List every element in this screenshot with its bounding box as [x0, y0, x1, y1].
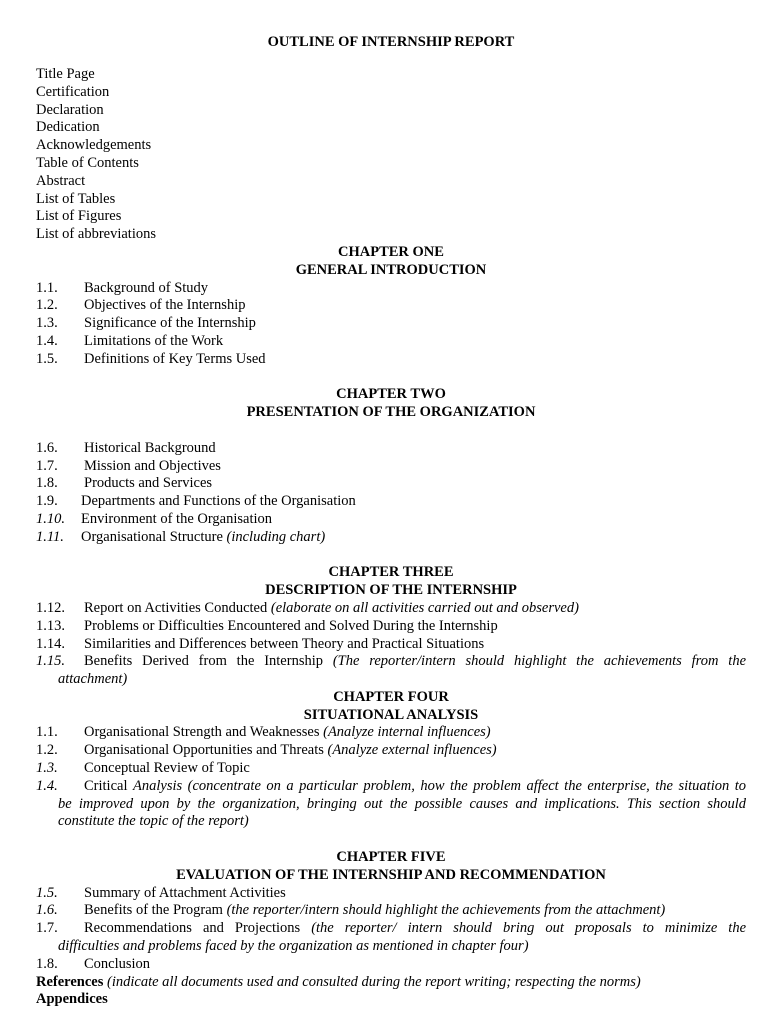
item-note: (including chart): [226, 528, 326, 545]
list-item: Title Page: [36, 66, 95, 82]
item-number: 1.10.: [36, 510, 65, 527]
item-number: 1.11.: [36, 528, 64, 545]
list-item: List of Figures: [36, 208, 122, 225]
item-number: 1.12.: [36, 599, 65, 616]
chapter-two-heading: CHAPTER TWO: [336, 386, 446, 403]
item-text: Organisational Strength and Weaknesses: [84, 724, 320, 741]
appendices-label: Appendices: [36, 991, 108, 1008]
item-note-continuation: difficulties and problems faced by the organization as mentioned in chapter four): [58, 938, 529, 955]
list-item: [36, 297, 746, 315]
item-text: Critical: [84, 777, 128, 794]
item-text: Objectives of the Internship: [84, 297, 246, 314]
list-item: List of abbreviations: [36, 226, 157, 243]
chapter-five-heading: CHAPTER FIVE: [336, 849, 446, 866]
item-text: Conceptual Review of Topic: [84, 760, 250, 777]
item-number: 1.5.: [36, 350, 58, 367]
item-note: (Analyze internal influences): [323, 724, 491, 741]
list-item: Certification: [36, 83, 110, 100]
item-number: 1.6.: [36, 902, 58, 919]
item-number: 1.5.: [36, 884, 58, 901]
item-text: Similarities and Differences between Theory and Practical Situations: [84, 635, 485, 652]
item-text: Definitions of Key Terms Used: [84, 350, 266, 367]
item-text: Benefits Derived from the Internship: [84, 653, 323, 670]
item-text: Organisational Structure: [81, 528, 223, 545]
list-item: List of Tables: [36, 190, 116, 207]
chapter-four-heading: CHAPTER FOUR: [333, 688, 449, 705]
item-note: Analysis (concentrate on a particular problem, how the problem affect the enterprise, the situation to: [133, 777, 747, 794]
list-item: [36, 280, 746, 298]
list-item: Abstract: [36, 172, 86, 189]
list-item: [36, 458, 746, 476]
list-item: [36, 885, 746, 903]
list-item: [36, 956, 746, 974]
list-item: [36, 333, 746, 351]
list-item: [36, 742, 746, 760]
item-number: 1.7.: [36, 457, 58, 474]
list-item: Acknowledgements: [36, 137, 152, 154]
list-item: Table of Contents: [36, 154, 139, 171]
list-item: [36, 778, 746, 796]
list-item: [36, 440, 746, 458]
item-number: 1.4.: [36, 777, 58, 794]
item-number: 1.7.: [36, 920, 58, 937]
list-item: Declaration: [36, 101, 104, 118]
item-text: Conclusion: [84, 955, 151, 972]
item-text: Report on Activities Conducted: [84, 599, 268, 616]
item-number: 1.13.: [36, 617, 65, 634]
item-number: 1.1.: [36, 279, 58, 296]
item-note: (elaborate on all activities carried out and observed): [270, 599, 579, 616]
item-text: Environment of the Organisation: [81, 510, 273, 527]
item-number: 1.8.: [36, 475, 58, 492]
page-title: OUTLINE OF INTERNSHIP REPORT: [267, 34, 515, 50]
chapter-three-title: DESCRIPTION OF THE INTERNSHIP: [265, 582, 517, 599]
item-number: 1.15.: [36, 653, 65, 670]
item-number: 1.3.: [36, 315, 58, 332]
item-text: Summary of Attachment Activities: [84, 884, 286, 901]
references-line: [36, 974, 746, 992]
appendices-line: [36, 991, 746, 1009]
item-note: (The reporter/intern should highlight the achievements from the: [332, 653, 747, 670]
references-label: References: [36, 973, 104, 990]
front-matter-list: [36, 66, 746, 244]
item-number: 1.2.: [36, 297, 58, 314]
list-item: [36, 653, 746, 671]
item-note: (the reporter/intern should highlight the achievements from the attachment): [226, 902, 666, 919]
list-item: [36, 618, 746, 636]
list-item: [36, 475, 746, 493]
chapter-five-title: EVALUATION OF THE INTERNSHIP AND RECOMMENDATION: [176, 866, 606, 883]
list-item: [36, 493, 746, 511]
item-note-continuation: attachment): [58, 671, 128, 688]
item-number: 1.8.: [36, 955, 58, 972]
item-text: Mission and Objectives: [84, 457, 221, 474]
item-text: Historical Background: [84, 439, 216, 456]
item-note: (the reporter/ intern should bring out proposals to minimize the: [311, 920, 747, 937]
list-item: [36, 902, 746, 920]
list-item: [36, 351, 746, 369]
item-text: Limitations of the Work: [84, 332, 224, 349]
item-note-continuation: be improved upon by the organization, bringing out the possible causes and implications. This section should: [58, 795, 746, 812]
item-number: 1.3.: [36, 760, 58, 777]
item-number: 1.6.: [36, 439, 58, 456]
item-text: Background of Study: [84, 279, 209, 296]
item-note: (Analyze external influences): [327, 742, 497, 759]
chapter-one-title: GENERAL INTRODUCTION: [295, 261, 487, 278]
list-item: [36, 600, 746, 618]
list-item: [36, 511, 746, 529]
chapter-two-title: PRESENTATION OF THE ORGANIZATION: [246, 404, 536, 421]
chapter-one-heading: CHAPTER ONE: [338, 243, 444, 260]
list-item: [36, 529, 746, 547]
chapter-four-title: SITUATIONAL ANALYSIS: [303, 706, 479, 723]
item-text: Benefits of the Program: [84, 902, 223, 919]
chapter-three-heading: CHAPTER THREE: [328, 564, 454, 581]
list-item: [36, 760, 746, 778]
item-number: 1.2.: [36, 742, 58, 759]
item-text: Significance of the Internship: [84, 315, 256, 332]
item-note-continuation: constitute the topic of the report): [58, 813, 249, 830]
item-number: 1.4.: [36, 332, 58, 349]
item-text: Departments and Functions of the Organisation: [81, 493, 356, 510]
list-item: [36, 315, 746, 333]
list-item: [36, 920, 746, 938]
list-item: Dedication: [36, 119, 100, 136]
item-number: 1.9.: [36, 493, 58, 510]
list-item: [36, 636, 746, 654]
list-item: [36, 724, 746, 742]
item-number: 1.1.: [36, 724, 58, 741]
document-page: [36, 33, 746, 1009]
item-text: Organisational Opportunities and Threats: [84, 742, 324, 759]
item-number: 1.14.: [36, 635, 65, 652]
item-text: Products and Services: [84, 475, 213, 492]
item-text: Recommendations and Projections: [84, 920, 301, 937]
references-note: (indicate all documents used and consulted during the report writing; respecting the norms): [107, 973, 641, 990]
item-text: Problems or Difficulties Encountered and Solved During the Internship: [84, 617, 498, 634]
